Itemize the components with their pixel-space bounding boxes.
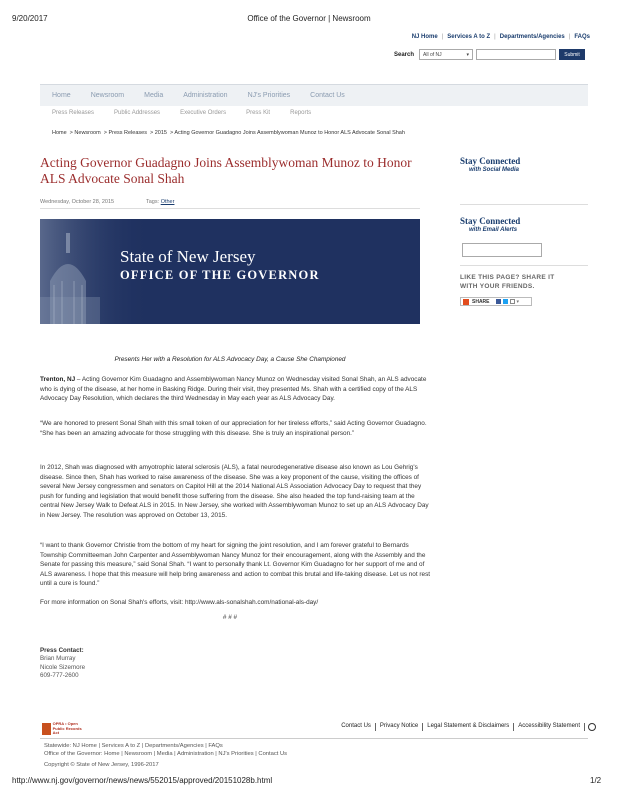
press-contact: [40, 647, 85, 680]
top-links: NJ Home | Services A to Z | Departments/Agencies | FAQs: [411, 34, 590, 40]
share-icon: [463, 299, 469, 305]
stay-connected-email-heading[interactable]: Stay Connected: [460, 216, 521, 226]
print-date: 9/20/2017: [12, 14, 48, 23]
toplink-departments[interactable]: Departments/Agencies: [499, 34, 565, 40]
tag-link[interactable]: Other: [160, 199, 175, 205]
nav-contact[interactable]: Contact Us: [310, 92, 345, 99]
print-page-title: Office of the Governor | Newsroom: [247, 14, 371, 23]
tags-label: Tags:: [146, 199, 160, 205]
search-scope-value: All of NJ: [423, 51, 442, 58]
facebook-icon: [496, 299, 501, 304]
banner-office-name: OFFICE OF THE GOVERNOR: [120, 268, 320, 282]
nav-administration[interactable]: Administration: [183, 92, 228, 99]
footer-accessibility-statement[interactable]: Accessibility Statement: [514, 723, 585, 731]
article-date: Wednesday, October 28, 2015: [40, 199, 115, 205]
twitter-icon: [503, 299, 508, 304]
search-input[interactable]: [476, 49, 556, 60]
paragraph-1-text: – Acting Governor Kim Guadagno and Assemblywoman Nancy Munoz on Wednesday visited Sonal Shah, an ALS advocate who is dying of the disease, at her home in Basking Ridge. During their visit, they presented Ms. Shah with a certified copy of the ALS Advocacy Day Resolution, which declares the third Wednesday in May each year as ALS Advocacy Day.: [40, 376, 427, 403]
print-page-number: 1/2: [590, 776, 602, 785]
print-url: http://www.nj.gov/governor/news/news/552015/approved/20151028b.html: [12, 776, 273, 785]
article-paragraph-4: “I want to thank Governor Christie from the bottom of my heart for signing the joint resolution, and I am forever grateful to Bernards Township Committeeman John Carpenter and Assemblywoman Nancy Munoz for their encouragement, along with the Assembly and the Senate for passing this measure,” said Sonal Shah. “I want to personally thank Lt. Governor Kim Guadagno for her support of me and of ALS awareness. I hope that this measure will help bring awareness and action to combat this brutal and life-taking disease. Let us not rest until a cure is found.”: [40, 542, 431, 588]
search-scope-select[interactable]: [419, 49, 473, 60]
subnav-reports[interactable]: Reports: [290, 110, 312, 116]
share-label: SHARE: [472, 298, 490, 305]
subnav-public-addresses[interactable]: Public Addresses: [114, 110, 161, 116]
toplink-services[interactable]: Services A to Z: [447, 34, 491, 40]
footer-contact-us[interactable]: Contact Us: [337, 723, 376, 731]
breadcrumb: [52, 130, 408, 136]
article-tags: [146, 199, 174, 205]
press-contact-name-1: Brian Murray: [40, 655, 76, 663]
footer-statewide-links[interactable]: Statewide: NJ Home | Services A to Z | Departments/Agencies | FAQs: [44, 743, 223, 749]
footer-office-links[interactable]: Office of the Governor: Home | Newsroom | Media | Administration | NJ's Priorities | Contact Us: [44, 751, 288, 758]
share-prompt: [460, 274, 554, 292]
subnav-press-kit[interactable]: Press Kit: [246, 110, 271, 116]
sidebar-divider: [460, 204, 588, 205]
nav-home[interactable]: Home: [52, 92, 71, 99]
opra-logo[interactable]: [42, 722, 84, 736]
share-prompt-line-2: WITH YOUR FRIENDS.: [460, 282, 535, 290]
chevron-down-icon: ▾: [516, 298, 520, 305]
breadcrumb-newsroom[interactable]: > Newsroom: [69, 130, 101, 136]
subnav-executive-orders[interactable]: Executive Orders: [180, 110, 227, 116]
divider: [40, 208, 420, 209]
nav-newsroom[interactable]: Newsroom: [90, 92, 125, 99]
footer-privacy-notice[interactable]: Privacy Notice: [376, 723, 423, 731]
breadcrumb-home[interactable]: Home: [52, 130, 67, 136]
article-paragraph-2: “We are honored to present Sonal Shah with this small token of our appreciation for her tireless efforts,” said Acting Governor Guadagno. “She has been an amazing advocate for those struggling with this disease. She is truly an inspirational person.”: [40, 420, 427, 437]
email-alerts-input[interactable]: [462, 243, 542, 257]
breadcrumb-year[interactable]: > 2015: [149, 130, 167, 136]
article-paragraph-3: In 2012, Shah was diagnosed with amyotrophic lateral sclerosis (ALS), a fatal neurodegenerative disease also known as Lou Gehrig's disease. Since then, Shah has worked to raise awareness of the disease. She was a key proponent of the cause, visiting the offices of several New Jersey congressmen and senators on Capitol Hill at the 2014 National ALS Association Advocacy Day to request that they push for funding and legislation that would benefit those suffering from the disease. She also headed the top fund-raising team at the central New Jersey Walk to Defeat ALS in 2015. In New Jersey, she worked with Assemblywoman Munoz to set up an ALS Advocacy Day in New Jersey. The resolution was approved on October 13, 2015.: [40, 464, 429, 520]
toplink-faqs[interactable]: FAQs: [574, 34, 590, 40]
share-button[interactable]: [460, 297, 532, 306]
opra-logo-text: OPRA • Open Public Records Act: [52, 721, 82, 736]
article-subhead: Presents Her with a Resolution for ALS Advocacy Day, a Cause She Championed: [114, 356, 346, 363]
sub-nav: [40, 110, 588, 116]
stay-connected-email-sub[interactable]: with Email Alerts: [469, 227, 518, 233]
article-title: Acting Governor Guadagno Joins Assemblywoman Munoz to Honor ALS Advocate Sonal Shah: [40, 155, 412, 187]
press-contact-header: Press Contact:: [40, 647, 84, 654]
chevron-down-icon: ▾: [466, 51, 470, 58]
footer-copyright: Copyright © State of New Jersey, 1996-2017: [44, 762, 159, 768]
article-paragraph-1: [40, 375, 432, 404]
breadcrumb-press-releases[interactable]: > Press Releases: [103, 130, 147, 136]
accessibility-icon[interactable]: [588, 723, 596, 731]
stay-connected-social-heading[interactable]: Stay Connected: [460, 156, 521, 166]
opra-logo-icon: [42, 723, 51, 735]
main-nav: [40, 84, 588, 106]
subnav-press-releases[interactable]: Press Releases: [52, 110, 95, 116]
governor-banner: [40, 219, 420, 324]
press-contact-phone: 609-777-2600: [40, 672, 79, 680]
footer-divider: [40, 738, 588, 739]
stay-connected-social-sub[interactable]: with Social Media: [469, 167, 520, 173]
email-icon: [510, 299, 515, 304]
article-paragraph-5[interactable]: For more information on Sonal Shah's efforts, visit: http://www.als-sonalshah.com/national-als-day/: [40, 599, 319, 606]
nav-priorities[interactable]: NJ's Priorities: [247, 92, 291, 99]
breadcrumb-current: > Acting Governor Guadagno Joins Assemblywoman Munoz to Honor ALS Advocate Sonal Shah: [169, 130, 405, 136]
article-dateline: Trenton, NJ: [40, 376, 76, 383]
toplink-nj-home[interactable]: NJ Home: [411, 34, 438, 40]
search-bar: [394, 49, 585, 60]
search-submit-button[interactable]: Submit: [559, 49, 585, 60]
search-label: Search: [394, 51, 415, 58]
press-contact-name-2: Nicole Sizemore: [40, 663, 86, 671]
article-end-marks: # # #: [222, 614, 238, 621]
footer-legal-statement[interactable]: Legal Statement & Disclaimers: [423, 723, 514, 731]
footer-sitemap: [44, 742, 287, 758]
banner-state-name: State of New Jersey: [120, 247, 256, 266]
share-prompt-line-1: LIKE THIS PAGE? SHARE IT: [460, 274, 555, 281]
footer-links: [337, 723, 596, 731]
nav-media[interactable]: Media: [144, 92, 164, 99]
sidebar-divider-2: [460, 265, 588, 266]
